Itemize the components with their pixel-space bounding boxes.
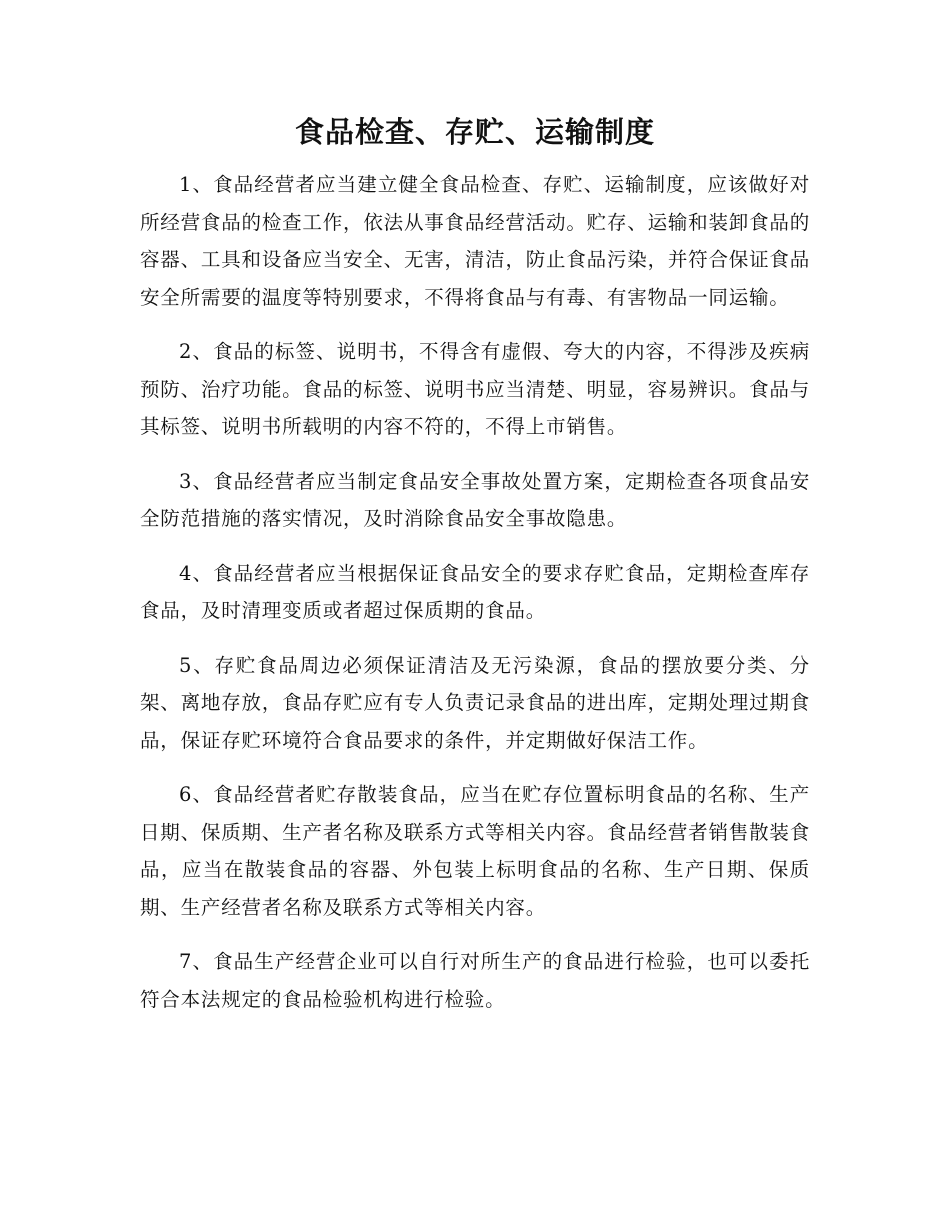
document-title: 食品检查、存贮、运输制度 xyxy=(294,115,655,149)
paragraph-3: 3、食品经营者应当制定食品安全事故处置方案，定期检查各项食品安全防范措施的落实情况，及时消除食品安全事故隐患。 xyxy=(140,469,810,530)
paragraph-5: 5、存贮食品周边必须保证清洁及无污染源，食品的摆放要分类、分架、离地存放，食品存贮应有专人负责记录食品的进出库，定期处理过期食品，保证存贮环境符合食品要求的条件，并定期做好保洁工作。 xyxy=(140,653,810,752)
paragraph-2: 2、食品的标签、说明书，不得含有虚假、夸大的内容，不得涉及疾病预防、治疗功能。食品的标签、说明书应当清楚、明显，容易辨识。食品与其标签、说明书所载明的内容不符的，不得上市销售。 xyxy=(140,340,810,438)
paragraph-6: 6、食品经营者贮存散装食品，应当在贮存位置标明食品的名称、生产日期、保质期、生产者名称及联系方式等相关内容。食品经营者销售散装食品，应当在散装食品的容器、外包装上标明食品的名称、生产日期、保质期、生产经营者名称及联系方式等相关内容。 xyxy=(140,783,810,919)
document-body xyxy=(140,166,810,1035)
paragraph-7: 7、食品生产经营企业可以自行对所生产的食品进行检验，也可以委托符合本法规定的食品检验机构进行检验。 xyxy=(140,950,810,1011)
paragraph-4: 4、食品经营者应当根据保证食品安全的要求存贮食品，定期检查库存食品，及时清理变质或者超过保质期的食品。 xyxy=(140,561,810,622)
paragraph-1: 1、食品经营者应当建立健全食品检查、存贮、运输制度，应该做好对所经营食品的检查工作，依法从事食品经营活动。贮存、运输和装卸食品的容器、工具和设备应当安全、无害，清洁，防止食品污染，并符合保证食品安全所需要的温度等特别要求，不得将食品与有毒、有害物品一同运输。 xyxy=(140,173,810,309)
